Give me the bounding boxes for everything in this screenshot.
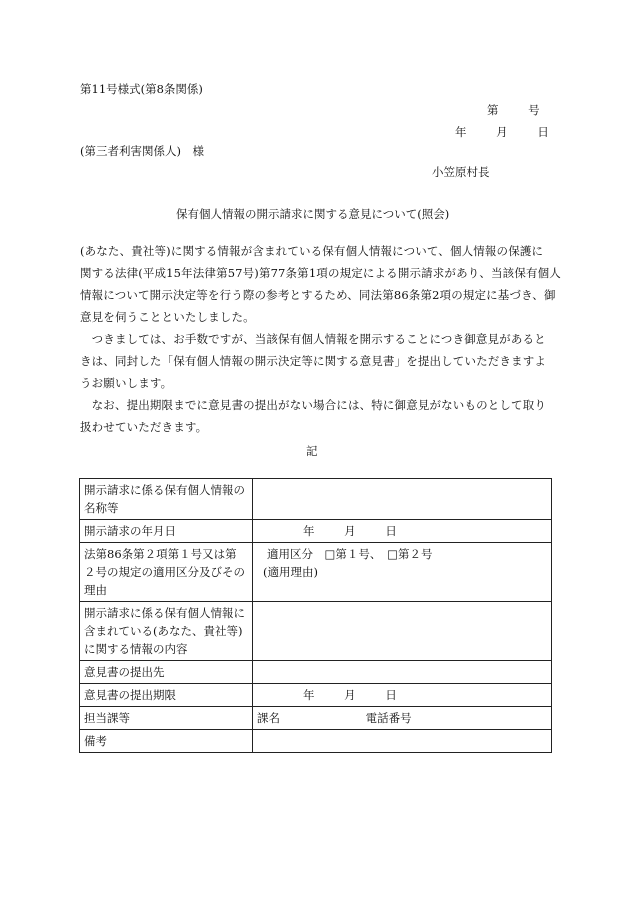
ki-heading: 記 [306,444,318,458]
body-paragraph-2 [80,328,550,394]
row-value-category-reason [253,543,552,602]
form-number: 第11号様式(第8条関係) [80,82,203,96]
category-checkboxes: 適用区分 □第１号、 □第２号 [267,547,433,561]
row-label-remarks: 備考 [80,730,253,753]
body-line: 扱わせていただきます。 [80,420,208,434]
issue-date-year: 年 [455,125,467,139]
row-label-department: 担当課等 [80,707,253,730]
request-date-year: 年 [303,524,315,538]
row-value-deadline [253,684,552,707]
deadline-year: 年 [303,688,315,702]
row-label-info-name: 開示請求に係る保有個人情報の名称等 [80,479,253,520]
department-phone: 電話番号 [365,711,412,725]
body-line: なお、提出期限までに意見書の提出がない場合には、特に御意見がないものとして取り [80,398,546,412]
row-value-info-content [253,602,552,661]
table-row [80,520,552,543]
row-label-submit-to: 意見書の提出先 [80,661,253,684]
issue-date [455,124,549,140]
body-line: (あなた、貴社等)に関する情報が含まれている保有個人情報について、個人情報の保護に [80,244,544,258]
issue-date-month: 月 [496,125,508,139]
body-line: つきましては、お手数ですが、当該保有個人情報を開示することにつき御意見があると [80,332,546,346]
deadline-day: 日 [385,688,397,702]
body-line: 情報について開示決定等を行う際の参考とするため、同法第86条第2項の規定に基づき、御 [80,288,556,302]
body-line: きは、同封した「保有個人情報の開示決定等に関する意見書」を提出していただきますよ [80,354,546,368]
table-row [80,684,552,707]
row-value-department [253,707,552,730]
row-label-category-reason: 法第86条第２項第１号又は第２号の規定の適用区分及びその理由 [80,543,253,602]
department-section: 課名 [257,711,280,725]
issue-date-day: 日 [537,125,549,139]
table-row [80,479,552,520]
addressee: (第三者利害関係人) 様 [80,144,204,158]
table-row [80,602,552,661]
body-paragraph-3 [80,394,550,438]
row-value-submit-to [253,661,552,684]
category-reason: (適用理由) [263,565,318,579]
row-value-remarks [253,730,552,753]
body-paragraph-1 [80,240,561,328]
row-label-info-content: 開示請求に係る保有個人情報に含まれている(あなた、貴社等)に関する情報の内容 [80,602,253,661]
table-row [80,730,552,753]
body-line: 意見を伺うことといたしました。 [80,310,255,324]
deadline-month: 月 [344,688,356,702]
table-row [80,707,552,730]
doc-number-go: 号 [528,103,540,117]
document-number [487,102,540,118]
row-label-request-date: 開示請求の年月日 [80,520,253,543]
table-row [80,661,552,684]
row-value-request-date [253,520,552,543]
table-row [80,543,552,602]
details-table [79,478,552,753]
sender: 小笠原村長 [432,165,490,179]
body-line: 関する法律(平成15年法律第57号)第77条第1項の規定による開示請求があり、当該保有個人 [80,266,561,280]
request-date-day: 日 [385,524,397,538]
row-value-info-name [253,479,552,520]
doc-number-dai: 第 [487,103,499,117]
body-line: うお願いします。 [80,376,173,390]
row-label-deadline: 意見書の提出期限 [80,684,253,707]
document-title: 保有個人情報の開示請求に関する意見について(照会) [176,207,450,221]
request-date-month: 月 [344,524,356,538]
